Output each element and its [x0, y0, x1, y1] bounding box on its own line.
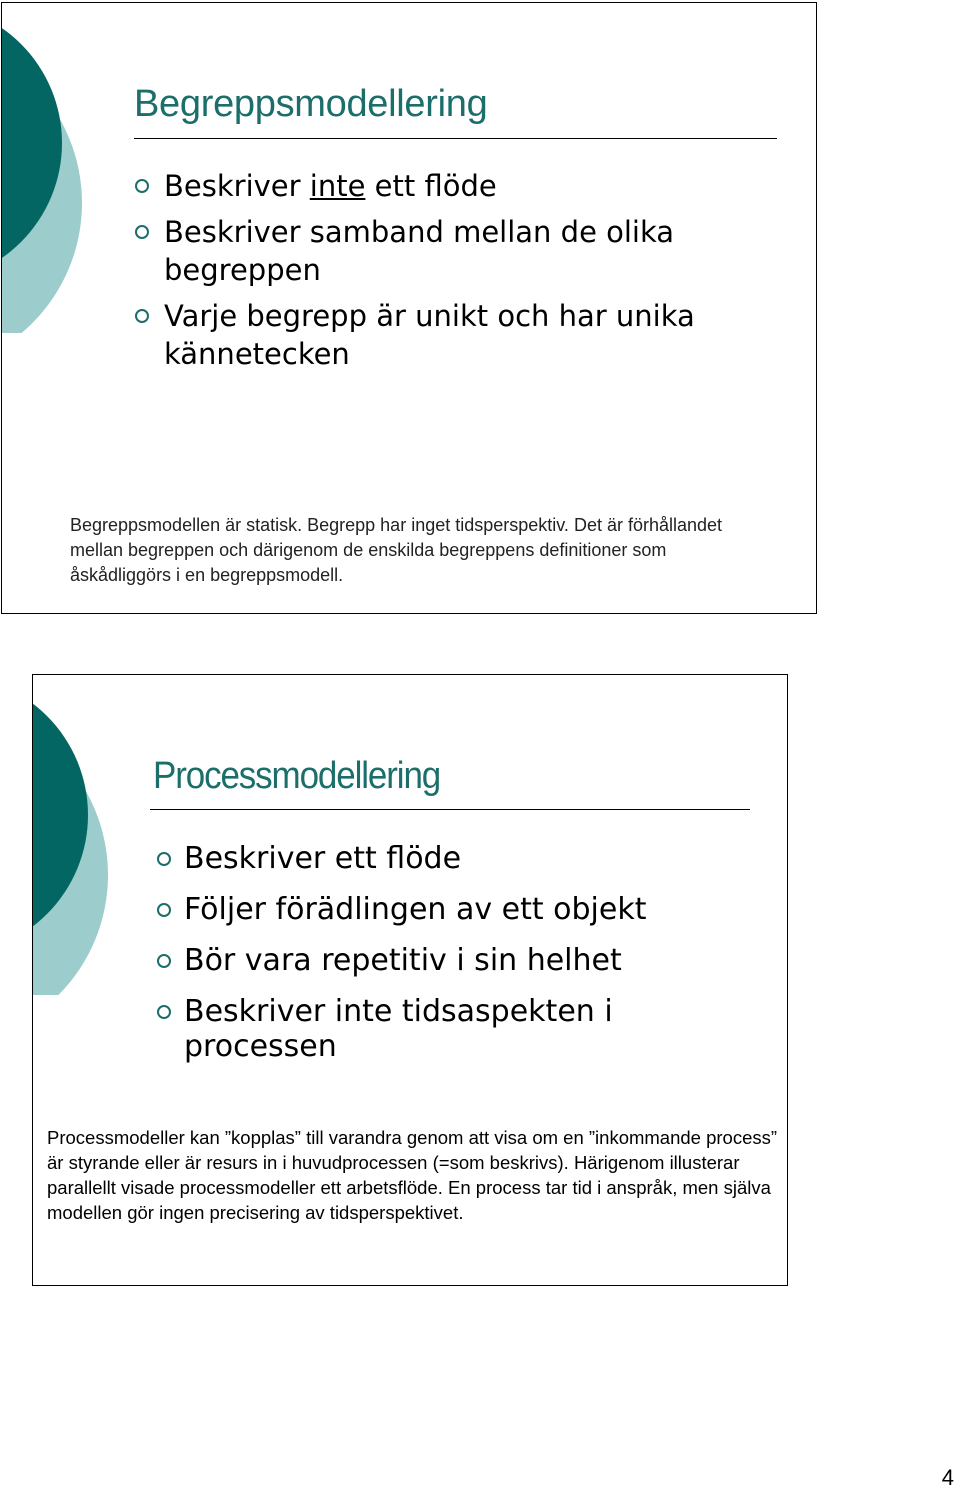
bullet-list: [133, 167, 783, 381]
bullet-item: [153, 943, 653, 978]
bullet-text: Beskriver ett flöde: [184, 841, 462, 876]
bullet-text-post: ett flöde: [365, 169, 497, 203]
bullet-item: [133, 167, 783, 205]
bullet-text: Följer förädlingen av ett objekt: [184, 892, 647, 927]
slide-decoration-arcs: [33, 675, 113, 995]
circle-bullet-icon: [135, 309, 149, 323]
slide-begreppsmodellering: [1, 2, 817, 614]
bullet-text: Bör vara repetitiv i sin helhet: [184, 943, 622, 978]
circle-bullet-icon: [157, 852, 171, 866]
speaker-notes: Begreppsmodellen är statisk. Begrepp har inget tidsperspektiv. Det är förhållandet mellan begreppen och därigenom de enskilda begreppens definitioner som åskådliggörs i en begreppsmodell.: [70, 515, 723, 585]
bullet-text: Beskriver inte tidsaspekten i processen: [184, 994, 613, 1064]
bullet-text-pre: Beskriver: [164, 169, 310, 203]
circle-bullet-icon: [157, 903, 171, 917]
circle-bullet-icon: [135, 225, 149, 239]
bullet-item: [153, 841, 653, 876]
title-divider: [134, 138, 777, 139]
bullet-text: Varje begrepp är unikt och har unika kännetecken: [164, 299, 695, 371]
title-divider: [150, 809, 750, 810]
page-number: 4: [941, 1465, 954, 1490]
circle-bullet-icon: [157, 954, 171, 968]
slide-title: Begreppsmodellering: [134, 83, 488, 125]
bullet-text: Beskriver samband mellan de olika begreppen: [164, 215, 675, 287]
slide-title: Processmodellering: [153, 755, 441, 797]
slide-decoration-arcs: [2, 3, 92, 333]
bullet-list: [153, 841, 653, 1080]
bullet-item: [133, 213, 783, 289]
bullet-item: [153, 892, 653, 927]
speaker-notes: Processmodeller kan ”kopplas” till varandra genom att visa om en ”inkommande process” är styrande eller är resurs in i huvudprocessen (=som beskrivs). Härigenom illusterar parallellt visade processmodeller ett arbetsflöde. En process tar tid i anspråk, men själva modellen gör ingen precisering av tidsperspektivet.: [47, 1127, 778, 1223]
circle-bullet-icon: [135, 179, 149, 193]
circle-bullet-icon: [157, 1005, 171, 1019]
slide-processmodellering: [32, 674, 788, 1286]
bullet-item: [133, 297, 783, 373]
bullet-item: [153, 994, 653, 1064]
bullet-text-underlined: inte: [309, 169, 366, 203]
